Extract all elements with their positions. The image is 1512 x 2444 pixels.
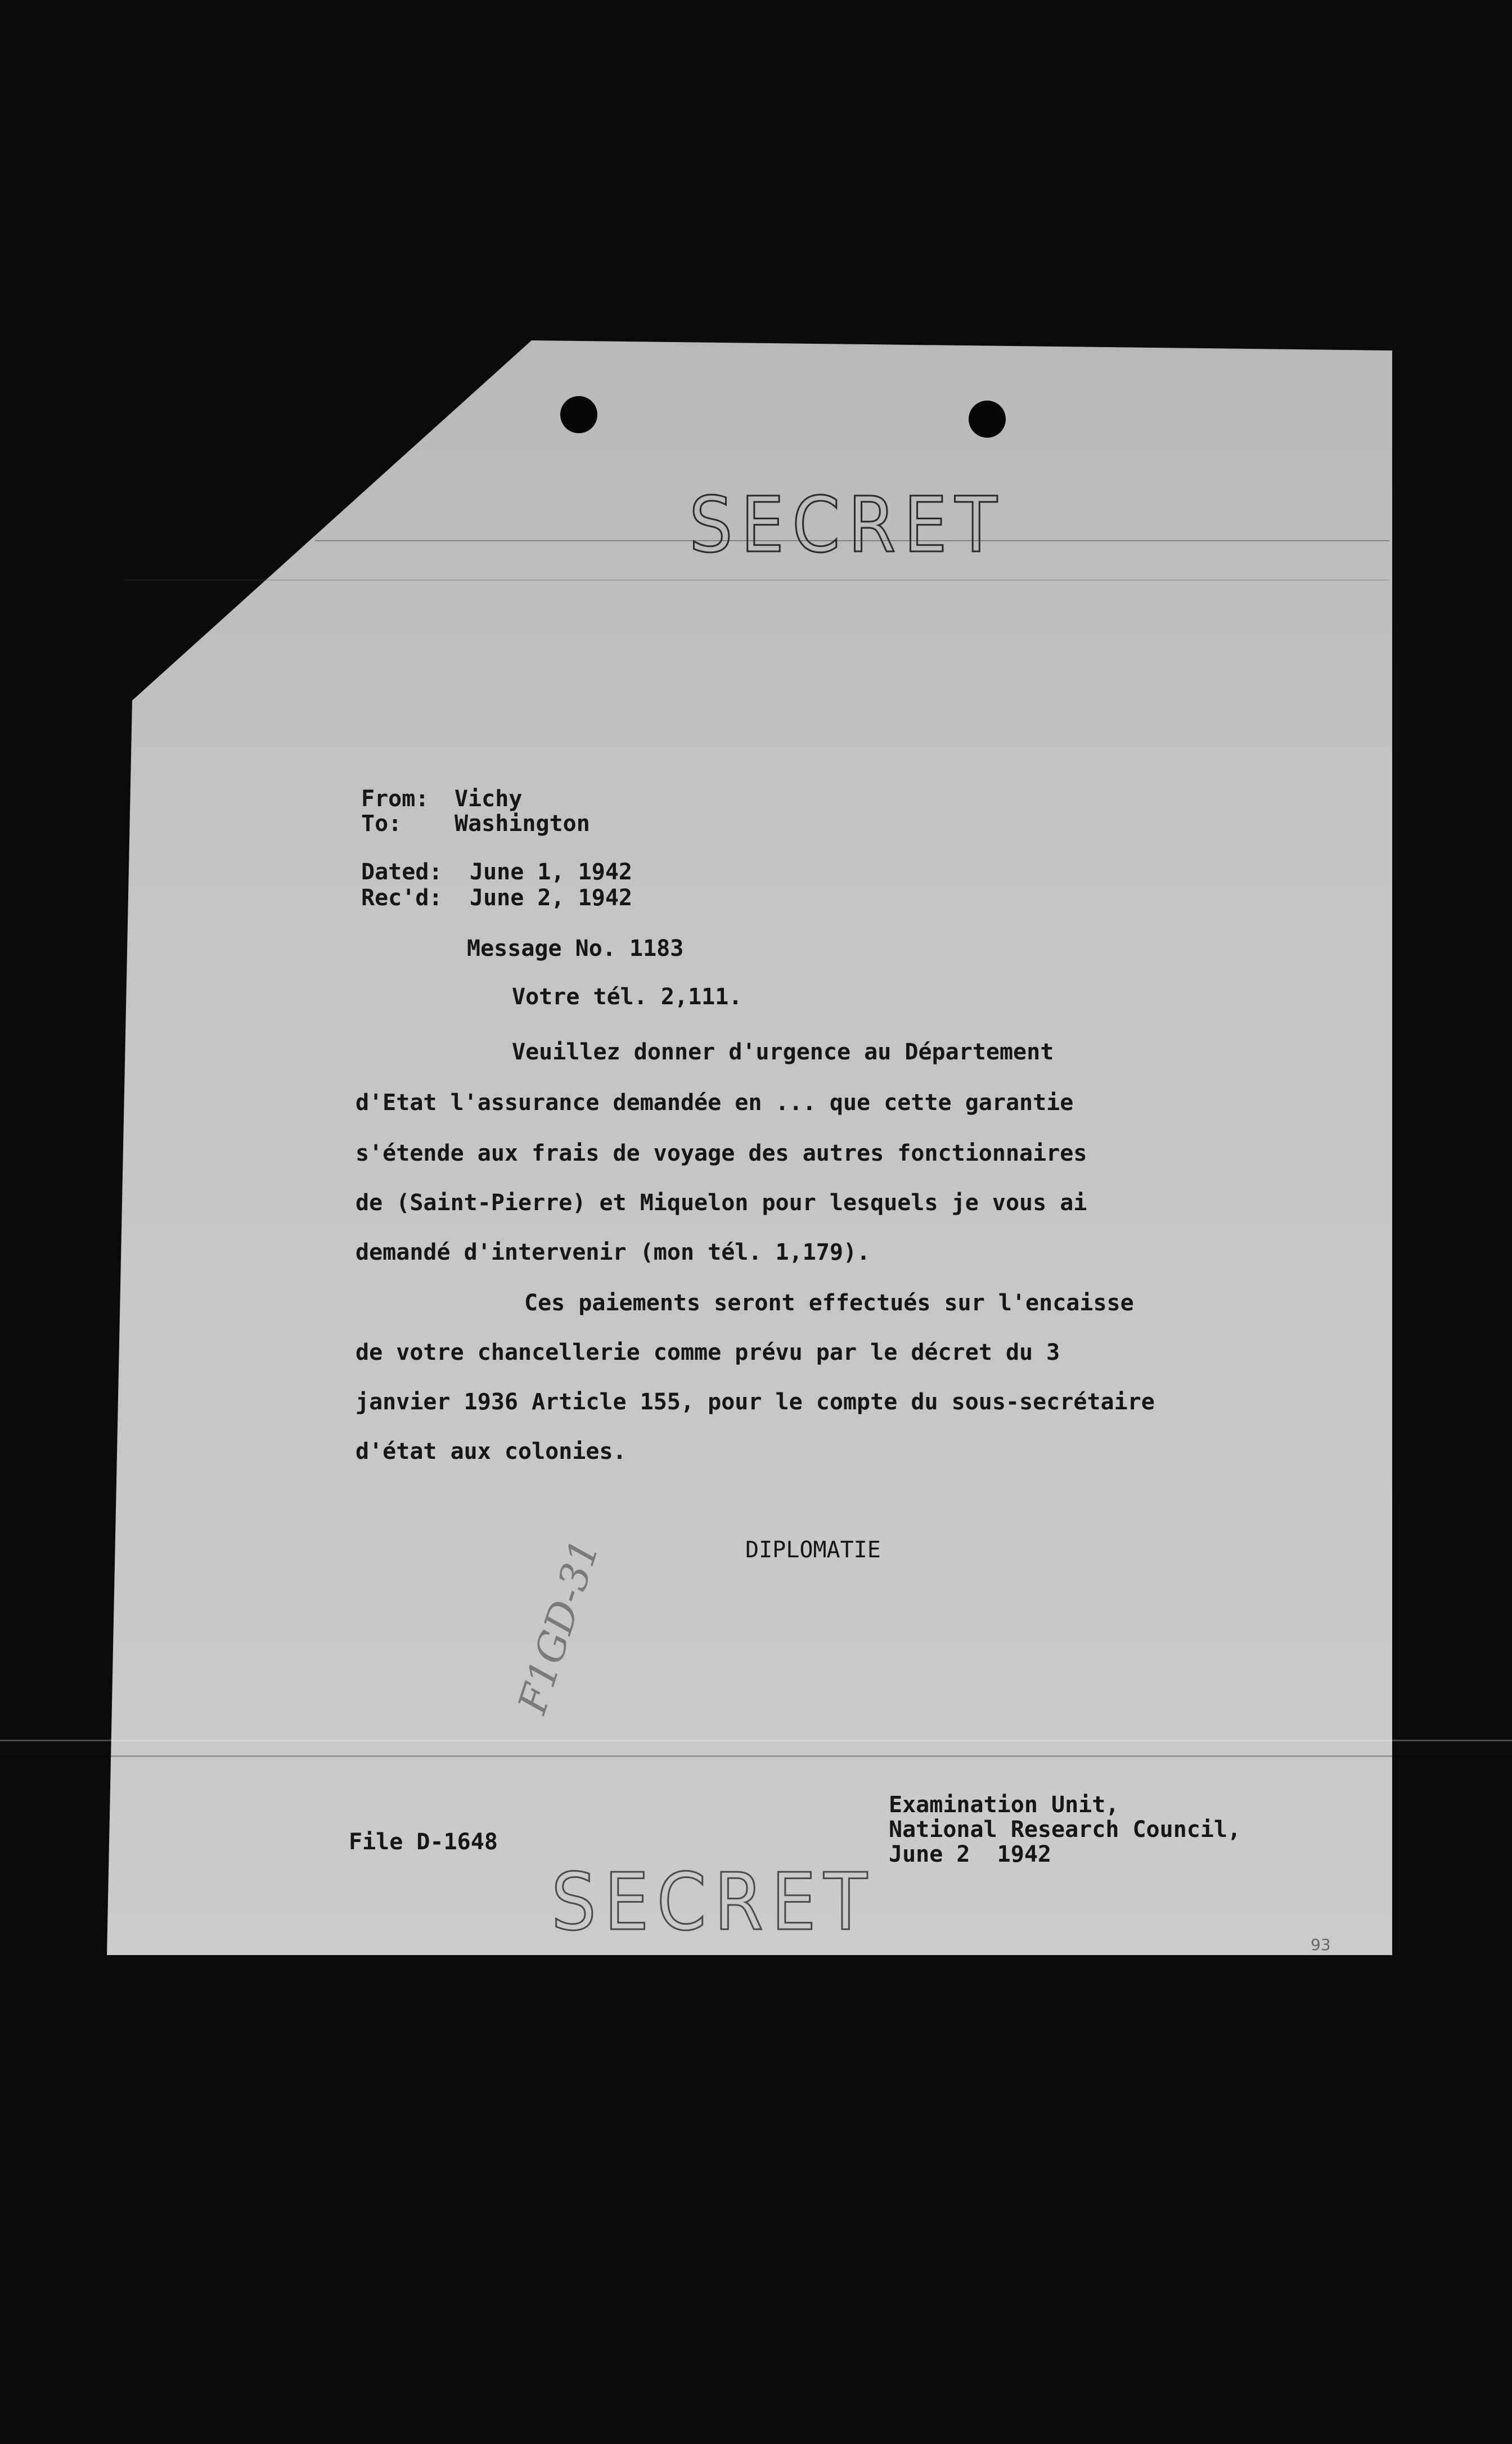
recd-label: Rec'd:	[361, 885, 443, 911]
body-line-2: d'Etat l'assurance demandée en ... que cette garantie	[356, 1090, 1074, 1116]
scan-band-dark-line	[0, 1755, 1512, 1757]
examination-line-1: Examination Unit,	[889, 1792, 1119, 1818]
recd-value: June 2, 1942	[470, 885, 632, 911]
punch-hole-right	[969, 401, 1006, 438]
footer-secret-stamp: SECRET	[551, 1857, 875, 1948]
signature: DIPLOMATIE	[745, 1537, 881, 1563]
body-line-6: Ces paiements seront effectués sur l'encaisse	[524, 1290, 1134, 1316]
from-label: From:	[361, 786, 429, 812]
reference-line: Votre tél. 2,111.	[512, 984, 742, 1010]
to-value: Washington	[454, 811, 590, 837]
body-line-9: d'état aux colonies.	[356, 1439, 627, 1464]
message-number: Message No. 1183	[467, 936, 684, 962]
header-secret-stamp: SECRET	[689, 481, 1005, 570]
body-line-1: Veuillez donner d'urgence au Département	[512, 1039, 1054, 1065]
dated-label: Dated:	[361, 859, 443, 885]
body-line-3: s'étende aux frais de voyage des autres fonctionnaires	[356, 1140, 1087, 1166]
to-label: To:	[361, 811, 402, 837]
examination-line-3: June 2 1942	[889, 1841, 1051, 1867]
page-mark: 93	[1311, 1935, 1331, 1954]
punch-hole-left	[560, 396, 597, 433]
body-line-8: janvier 1936 Article 155, pour le compte du sous-secrétaire	[356, 1389, 1155, 1415]
from-value: Vichy	[454, 786, 523, 812]
header-rule-faint	[124, 579, 1389, 581]
file-number: File D-1648	[349, 1829, 498, 1855]
body-line-4: de (Saint-Pierre) et Miquelon pour lesquels je vous ai	[356, 1190, 1087, 1216]
dated-value: June 1, 1942	[470, 859, 632, 885]
scan-band-line	[0, 1740, 1512, 1741]
body-line-5: demandé d'intervenir (mon tél. 1,179).	[356, 1239, 871, 1265]
handwritten-note: F1GD-31	[509, 1534, 609, 1719]
body-line-7: de votre chancellerie comme prévu par le décret du 3	[356, 1340, 1060, 1365]
examination-line-2: National Research Council,	[889, 1817, 1241, 1843]
